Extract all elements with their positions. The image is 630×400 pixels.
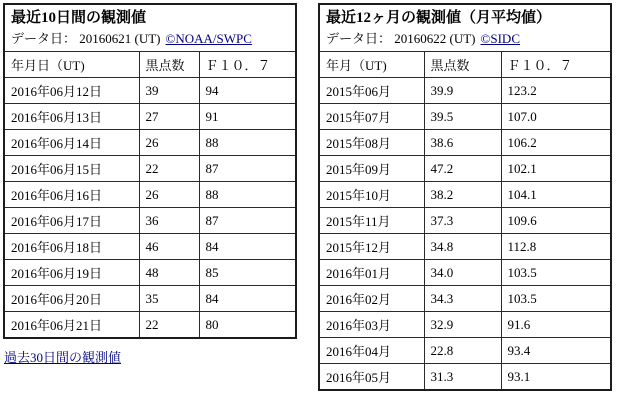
date-cell: 2016年01月 bbox=[319, 260, 424, 286]
sunspot-count-cell: 26 bbox=[139, 130, 199, 156]
table-row bbox=[319, 156, 611, 182]
f107-flux-cell: 94 bbox=[199, 78, 296, 104]
f107-flux-cell: 91 bbox=[199, 104, 296, 130]
table-row bbox=[4, 104, 296, 130]
date-cell: 2016年06月17日 bbox=[4, 208, 139, 234]
sunspot-count-cell: 38.2 bbox=[424, 182, 501, 208]
date-cell: 2016年06月19日 bbox=[4, 260, 139, 286]
date-cell: 2016年02月 bbox=[319, 286, 424, 312]
table-row bbox=[319, 286, 611, 312]
table-row bbox=[319, 104, 611, 130]
table-row bbox=[319, 260, 611, 286]
recent-10days-table bbox=[3, 3, 297, 339]
table-row bbox=[319, 234, 611, 260]
table-row bbox=[4, 312, 296, 339]
f107-flux-cell: 87 bbox=[199, 208, 296, 234]
data-date-label: データ日： 20160621 (UT) bbox=[11, 31, 161, 46]
sunspot-count-cell: 22 bbox=[139, 156, 199, 182]
f107-flux-cell: 112.8 bbox=[501, 234, 611, 260]
page-title: 最近10日間の観測値 bbox=[11, 10, 147, 26]
past-30days-link[interactable]: 過去30日間の観測値 bbox=[4, 350, 122, 365]
sunspot-count-cell: 39 bbox=[139, 78, 199, 104]
sidc-link[interactable]: ©SIDC bbox=[480, 31, 520, 46]
noaa-swpc-link[interactable]: ©NOAA/SWPC bbox=[165, 31, 252, 46]
date-cell: 2015年09月 bbox=[319, 156, 424, 182]
table-row bbox=[319, 338, 611, 364]
table-row bbox=[319, 208, 611, 234]
table-row bbox=[4, 260, 296, 286]
date-cell: 2016年06月13日 bbox=[4, 104, 139, 130]
date-cell: 2015年07月 bbox=[319, 104, 424, 130]
date-column-header: 年月（UT) bbox=[319, 52, 424, 78]
f107-flux-cell: 103.5 bbox=[501, 286, 611, 312]
table-row bbox=[4, 156, 296, 182]
header-row bbox=[319, 52, 611, 78]
f107-flux-cell: 109.6 bbox=[501, 208, 611, 234]
f107-flux-cell: 104.1 bbox=[501, 182, 611, 208]
sunspot-column-header: 黒点数 bbox=[424, 52, 501, 78]
sunspot-count-cell: 39.5 bbox=[424, 104, 501, 130]
table-row bbox=[4, 208, 296, 234]
table-row bbox=[319, 130, 611, 156]
f107-flux-cell: 123.2 bbox=[501, 78, 611, 104]
f107-column-header: Ｆ１０．７ bbox=[501, 52, 611, 78]
table-title-row bbox=[4, 4, 296, 52]
date-cell: 2016年06月12日 bbox=[4, 78, 139, 104]
sunspot-count-cell: 46 bbox=[139, 234, 199, 260]
table-row bbox=[319, 364, 611, 391]
table-title-cell bbox=[4, 4, 296, 52]
table-row bbox=[4, 78, 296, 104]
date-cell: 2016年06月15日 bbox=[4, 156, 139, 182]
f107-flux-cell: 80 bbox=[199, 312, 296, 339]
f107-column-header: Ｆ１０．７ bbox=[199, 52, 296, 78]
sunspot-count-cell: 27 bbox=[139, 104, 199, 130]
sunspot-count-cell: 48 bbox=[139, 260, 199, 286]
header-row bbox=[4, 52, 296, 78]
data-date-line bbox=[11, 30, 289, 48]
table-row bbox=[4, 286, 296, 312]
table-row bbox=[319, 312, 611, 338]
sunspot-count-cell: 35 bbox=[139, 286, 199, 312]
table-title-row bbox=[319, 4, 611, 52]
f107-flux-cell: 93.4 bbox=[501, 338, 611, 364]
sunspot-count-cell: 32.9 bbox=[424, 312, 501, 338]
f107-flux-cell: 87 bbox=[199, 156, 296, 182]
sunspot-count-cell: 37.3 bbox=[424, 208, 501, 234]
date-cell: 2016年06月18日 bbox=[4, 234, 139, 260]
sunspot-column-header: 黒点数 bbox=[139, 52, 199, 78]
date-cell: 2016年04月 bbox=[319, 338, 424, 364]
f107-flux-cell: 85 bbox=[199, 260, 296, 286]
table-row bbox=[319, 182, 611, 208]
sunspot-count-cell: 34.0 bbox=[424, 260, 501, 286]
page-title: 最近12ヶ月の観測値（月平均値） bbox=[326, 10, 552, 26]
data-date-label: データ日： 20160622 (UT) bbox=[326, 31, 476, 46]
date-cell: 2016年06月20日 bbox=[4, 286, 139, 312]
sunspot-count-cell: 36 bbox=[139, 208, 199, 234]
date-cell: 2015年10月 bbox=[319, 182, 424, 208]
date-cell: 2016年03月 bbox=[319, 312, 424, 338]
sunspot-count-cell: 26 bbox=[139, 182, 199, 208]
sunspot-count-cell: 22.8 bbox=[424, 338, 501, 364]
table-row bbox=[319, 78, 611, 104]
f107-flux-cell: 102.1 bbox=[501, 156, 611, 182]
f107-flux-cell: 107.0 bbox=[501, 104, 611, 130]
f107-flux-cell: 88 bbox=[199, 130, 296, 156]
f107-flux-cell: 103.5 bbox=[501, 260, 611, 286]
sunspot-count-cell: 31.3 bbox=[424, 364, 501, 391]
footer-link-line bbox=[3, 347, 297, 367]
date-cell: 2016年06月14日 bbox=[4, 130, 139, 156]
date-cell: 2015年11月 bbox=[319, 208, 424, 234]
data-date-line bbox=[326, 30, 604, 48]
date-cell: 2016年06月16日 bbox=[4, 182, 139, 208]
table-row bbox=[4, 182, 296, 208]
table-row bbox=[4, 130, 296, 156]
table-row bbox=[4, 234, 296, 260]
f107-flux-cell: 84 bbox=[199, 234, 296, 260]
f107-flux-cell: 106.2 bbox=[501, 130, 611, 156]
recent-12months-table bbox=[318, 3, 612, 391]
date-cell: 2015年06月 bbox=[319, 78, 424, 104]
table-title-cell bbox=[319, 4, 611, 52]
f107-flux-cell: 84 bbox=[199, 286, 296, 312]
sunspot-count-cell: 39.9 bbox=[424, 78, 501, 104]
recent-12months-section bbox=[318, 3, 612, 391]
sunspot-count-cell: 38.6 bbox=[424, 130, 501, 156]
sunspot-count-cell: 47.2 bbox=[424, 156, 501, 182]
sunspot-count-cell: 34.8 bbox=[424, 234, 501, 260]
date-cell: 2015年12月 bbox=[319, 234, 424, 260]
sunspot-count-cell: 22 bbox=[139, 312, 199, 339]
recent-10days-section bbox=[3, 3, 297, 367]
f107-flux-cell: 93.1 bbox=[501, 364, 611, 391]
f107-flux-cell: 91.6 bbox=[501, 312, 611, 338]
date-cell: 2015年08月 bbox=[319, 130, 424, 156]
date-column-header: 年月日（UT) bbox=[4, 52, 139, 78]
date-cell: 2016年06月21日 bbox=[4, 312, 139, 339]
date-cell: 2016年05月 bbox=[319, 364, 424, 391]
f107-flux-cell: 88 bbox=[199, 182, 296, 208]
sunspot-count-cell: 34.3 bbox=[424, 286, 501, 312]
